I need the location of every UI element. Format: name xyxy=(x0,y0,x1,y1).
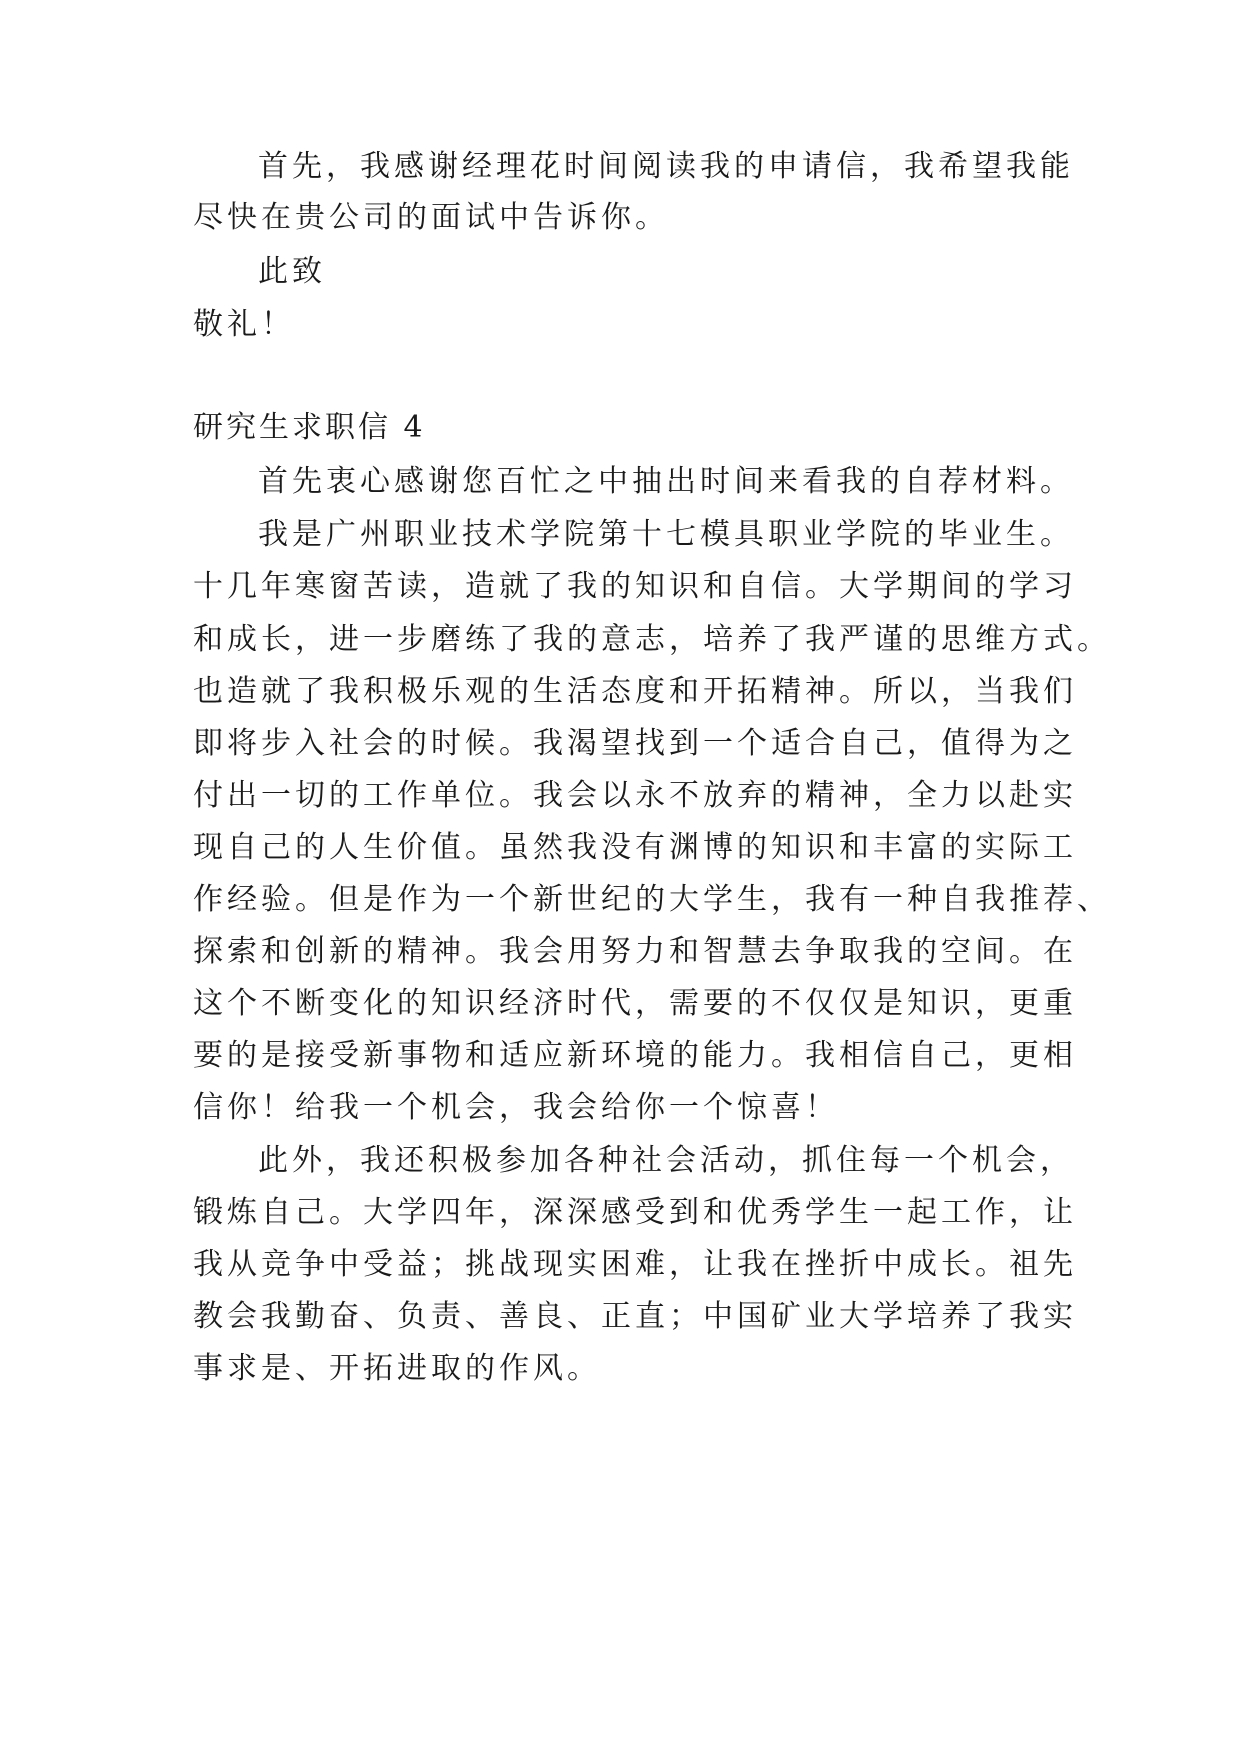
paragraph-line: 十几年寒窗苦读，造就了我的知识和自信。大学期间的学习 xyxy=(193,569,1077,604)
paragraph-line: 这个不断变化的知识经济时代，需要的不仅仅是知识，更重 xyxy=(193,986,1077,1021)
closing-regards: 敬礼！ xyxy=(193,307,295,342)
paragraph-line: 事求是、开拓进取的作风。 xyxy=(193,1351,601,1386)
paragraph-line: 此外，我还积极参加各种社会活动，抓住每一个机会， xyxy=(258,1143,1074,1178)
paragraph-line: 我是广州职业技术学院第十七模具职业学院的毕业生。 xyxy=(258,517,1074,552)
paragraph-line: 付出一切的工作单位。我会以永不放弃的精神，全力以赴实 xyxy=(193,778,1077,813)
paragraph-line: 教会我勤奋、负责、善良、正直；中国矿业大学培养了我实 xyxy=(193,1299,1077,1334)
paragraph-line: 探索和创新的精神。我会用努力和智慧去争取我的空间。在 xyxy=(193,934,1077,969)
paragraph-line: 尽快在贵公司的面试中告诉你。 xyxy=(193,200,669,235)
paragraph-line: 现自己的人生价值。虽然我没有渊博的知识和丰富的实际工 xyxy=(193,830,1077,865)
paragraph-line: 要的是接受新事物和适应新环境的能力。我相信自己，更相 xyxy=(193,1038,1077,1073)
paragraph-line: 作经验。但是作为一个新世纪的大学生，我有一种自我推荐、 xyxy=(193,882,1111,917)
paragraph-line: 即将步入社会的时候。我渴望找到一个适合自己，值得为之 xyxy=(193,726,1077,761)
paragraph-line: 锻炼自己。大学四年，深深感受到和优秀学生一起工作，让 xyxy=(193,1195,1077,1230)
paragraph-line: 也造就了我积极乐观的生活态度和开拓精神。所以，当我们 xyxy=(193,674,1077,709)
paragraph-line: 信你！给我一个机会，我会给你一个惊喜！ xyxy=(193,1090,839,1125)
paragraph-line: 和成长，进一步磨练了我的意志，培养了我严谨的思维方式。 xyxy=(193,622,1111,657)
closing-salutation: 此致 xyxy=(258,254,326,289)
paragraph-line: 我从竞争中受益；挑战现实困难，让我在挫折中成长。祖先 xyxy=(193,1247,1077,1282)
paragraph-line: 首先衷心感谢您百忙之中抽出时间来看我的自荐材料。 xyxy=(258,464,1074,499)
section-title: 研究生求职信 4 xyxy=(193,410,426,445)
paragraph-line: 首先，我感谢经理花时间阅读我的申请信，我希望我能 xyxy=(258,149,1074,184)
